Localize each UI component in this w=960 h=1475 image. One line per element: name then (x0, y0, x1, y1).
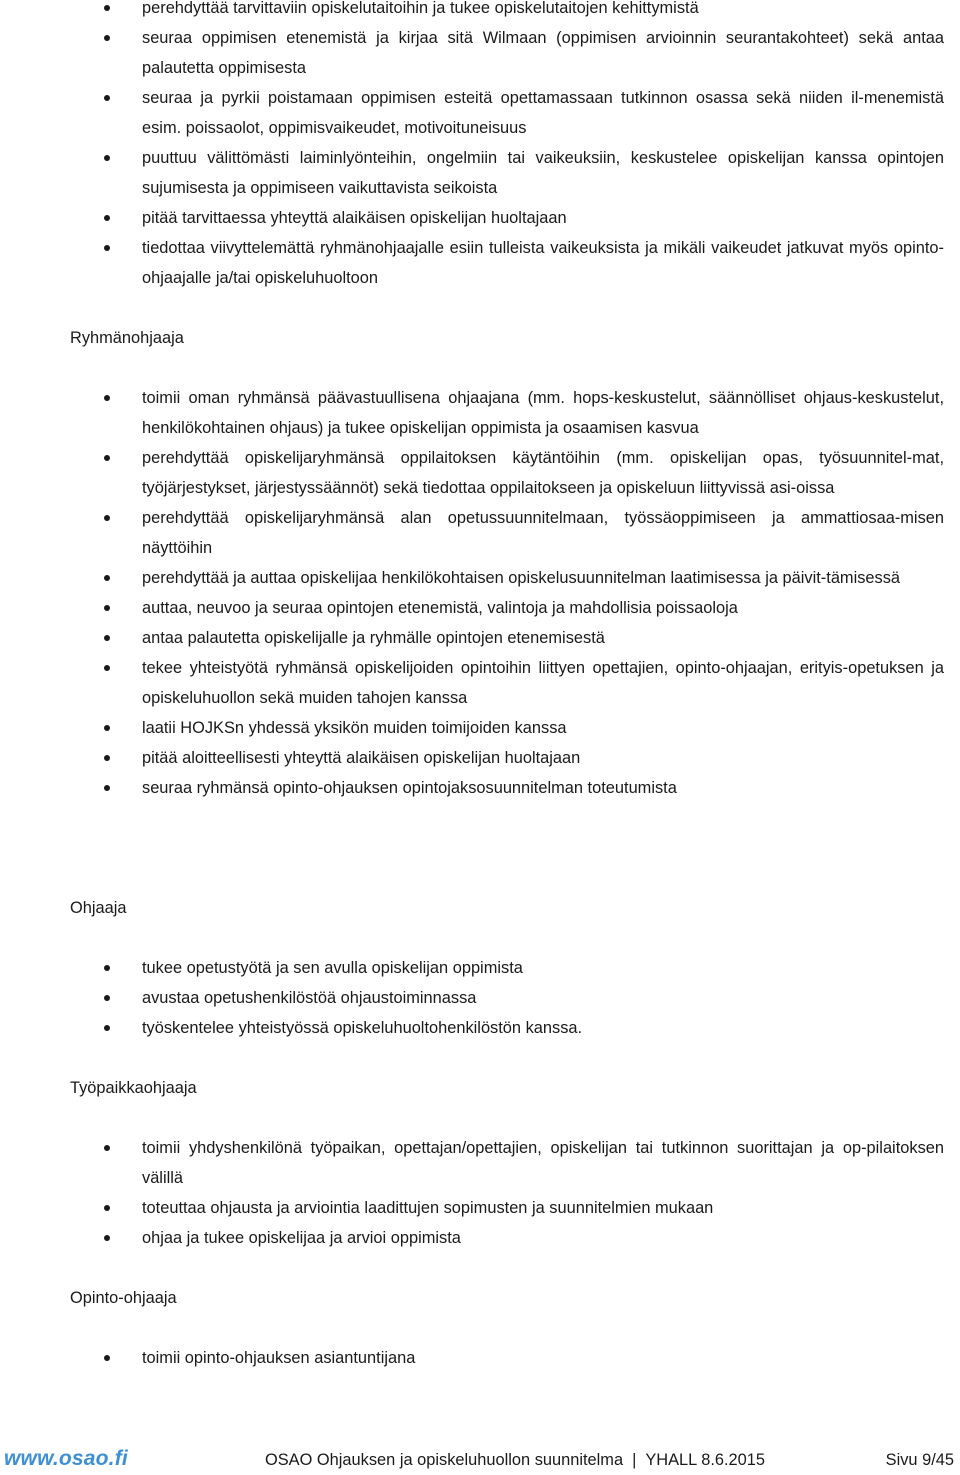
list-item: seuraa ja pyrkii poistamaan oppimisen esteitä opettamassaan tutkinnon osassa sekä niiden il-menemistä esim. poissaolot, oppimisvaikeudet, motivoituneisuus (104, 83, 944, 143)
list-item: tukee opetustyötä ja sen avulla opiskelijan oppimista (104, 953, 944, 983)
bullet-icon (104, 1355, 110, 1361)
bullet-list-ohjaaja (104, 953, 944, 1043)
list-item: perehdyttää opiskelijaryhmänsä oppilaitoksen käytäntöihin (mm. opiskelijan opas, työsuunnitel-mat, työjärjestykset, järjestyssäännöt) sekä tiedottaa oppilaitokseen ja opiskeluun liittyvissä asi-oissa (104, 443, 944, 503)
bullet-icon (104, 35, 110, 41)
list-item: seuraa oppimisen etenemistä ja kirjaa sitä Wilmaan (oppimisen arvioinnin seurantakohteet) sekä antaa palautetta oppimisesta (104, 23, 944, 83)
bullet-list-intro (104, 0, 944, 293)
list-item: antaa palautetta opiskelijalle ja ryhmälle opintojen etenemisestä (104, 623, 944, 653)
page-footer (0, 1440, 960, 1475)
bullet-icon (104, 455, 110, 461)
section-heading-ohjaaja: Ohjaaja (70, 899, 127, 917)
list-item: puuttuu välittömästi laiminlyönteihin, ongelmiin tai vaikeuksiin, keskustelee opiskelijan kanssa opintojen sujumisesta ja oppimiseen vaikuttavista seikoista (104, 143, 944, 203)
bullet-icon (104, 515, 110, 521)
bullet-icon (104, 95, 110, 101)
footer-title: OSAO Ohjauksen ja opiskeluhuollon suunnitelma (265, 1451, 624, 1469)
bullet-list-ryhmanohjaaja (104, 383, 944, 803)
bullet-icon (104, 965, 110, 971)
bullet-icon (104, 575, 110, 581)
section-heading-ryhmanohjaaja: Ryhmänohjaaja (70, 329, 184, 347)
section-heading-opinto-ohjaaja: Opinto-ohjaaja (70, 1289, 177, 1307)
list-item: laatii HOJKSn yhdessä yksikön muiden toimijoiden kanssa (104, 713, 944, 743)
bullet-icon (104, 755, 110, 761)
bullet-icon (104, 215, 110, 221)
list-item: auttaa, neuvoo ja seuraa opintojen etenemistä, valintoja ja mahdollisia poissaoloja (104, 593, 944, 623)
bullet-icon (104, 785, 110, 791)
bullet-icon (104, 1235, 110, 1241)
bullet-icon (104, 1205, 110, 1211)
section-heading-tyopaikkaohjaaja: Työpaikkaohjaaja (70, 1079, 197, 1097)
bullet-icon (104, 245, 110, 251)
footer-document-title (265, 1451, 765, 1470)
list-item: perehdyttää opiskelijaryhmänsä alan opetussuunnitelmaan, työssäoppimiseen ja ammattiosaa-misen näyttöihin (104, 503, 944, 563)
bullet-icon (104, 605, 110, 611)
list-item: toteuttaa ohjausta ja arviointia laadittujen sopimusten ja suunnitelmien mukaan (104, 1193, 944, 1223)
list-item: pitää tarvittaessa yhteyttä alaikäisen opiskelijan huoltajaan (104, 203, 944, 233)
list-item: tiedottaa viivyttelemättä ryhmänohjaajalle esiin tulleista vaikeuksista ja mikäli vaikeudet jatkuvat myös opinto-ohjaajalle ja/tai opiskeluhuoltoon (104, 233, 944, 293)
list-item: toimii oman ryhmänsä päävastuullisena ohjaajana (mm. hops-keskustelut, säännölliset ohjaus-keskustelut, henkilökohtainen ohjaus) ja tukee opiskelijan oppimista ja osaamisen kasvua (104, 383, 944, 443)
bullet-icon (104, 395, 110, 401)
list-item: pitää aloitteellisesti yhteyttä alaikäisen opiskelijan huoltajaan (104, 743, 944, 773)
list-item: toimii opinto-ohjauksen asiantuntijana (104, 1343, 944, 1373)
list-item: ohjaa ja tukee opiskelijaa ja arvioi oppimista (104, 1223, 944, 1253)
bullet-icon (104, 5, 110, 11)
bullet-list-opinto-ohjaaja (104, 1343, 944, 1373)
list-item: seuraa ryhmänsä opinto-ohjauksen opintojaksosuunnitelman toteutumista (104, 773, 944, 803)
list-item: avustaa opetushenkilöstöä ohjaustoiminnassa (104, 983, 944, 1013)
bullet-icon (104, 725, 110, 731)
list-item: toimii yhdyshenkilönä työpaikan, opettajan/opettajien, opiskelijan tai tutkinnon suorittajan ja op-pilaitoksen välillä (104, 1133, 944, 1193)
footer-separator: | (632, 1451, 637, 1469)
osao-logo-link[interactable]: www.osao.fi (4, 1447, 128, 1470)
bullet-icon (104, 1025, 110, 1031)
bullet-icon (104, 1145, 110, 1151)
page-number: Sivu 9/45 (885, 1451, 954, 1469)
list-item: tekee yhteistyötä ryhmänsä opiskelijoiden opintoihin liittyen opettajien, opinto-ohjaajan, erityis-opetuksen ja opiskeluhuollon sekä muiden tahojen kanssa (104, 653, 944, 713)
bullet-list-tyopaikkaohjaaja (104, 1133, 944, 1253)
bullet-icon (104, 635, 110, 641)
bullet-icon (104, 155, 110, 161)
list-item: työskentelee yhteistyössä opiskeluhuoltohenkilöstön kanssa. (104, 1013, 944, 1043)
list-item: perehdyttää tarvittaviin opiskelutaitoihin ja tukee opiskelutaitojen kehittymistä (104, 0, 944, 23)
bullet-icon (104, 665, 110, 671)
list-item: perehdyttää ja auttaa opiskelijaa henkilökohtaisen opiskelusuunnitelman laatimisessa ja päivit-tämisessä (104, 563, 944, 593)
footer-subtitle: YHALL 8.6.2015 (645, 1451, 766, 1469)
bullet-icon (104, 995, 110, 1001)
